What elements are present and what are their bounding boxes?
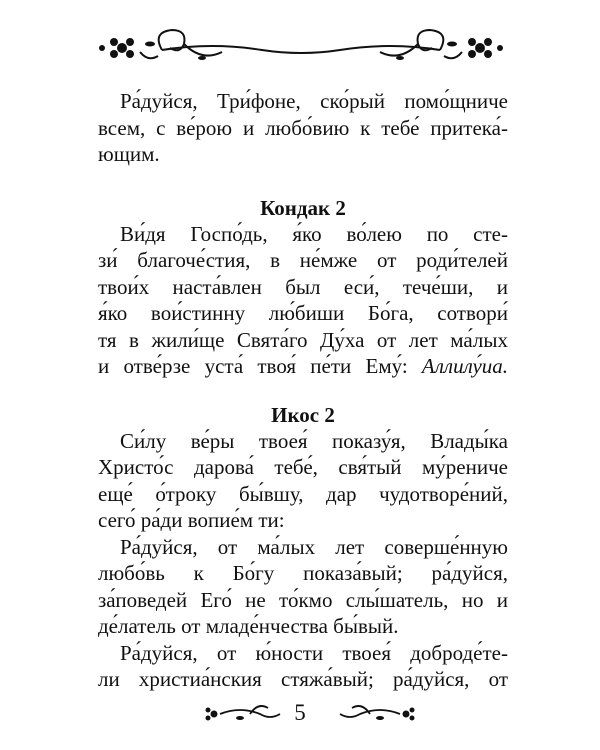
alleluia-text: Аллилу́иа. — [421, 354, 509, 378]
text-line: твои́х наста́влен был еси́, тече́ши, и — [98, 274, 508, 299]
kondak-heading: Кондак 2 — [260, 195, 346, 220]
text-line: всем, с ве́рою и любо́вию к тебе́ притека́- — [98, 115, 508, 140]
text-line-last — [98, 353, 508, 380]
text-line: Си́лу ве́ры твоея́ показу́я, Влады́ка — [120, 428, 508, 453]
text-line: зи́ благоче́стия, в не́мже от роди́телей — [98, 248, 508, 272]
kondak-last-text: и отве́рзе уста́ твоя́ пе́ти Ему́: — [98, 354, 408, 378]
text-line: любо́вь к Бо́гу показа́вый; ра́дуйся, — [98, 561, 508, 585]
text-line: ли христиа́нския стяжа́вый; ра́дуйся, от — [98, 667, 508, 691]
text-line: Ра́дуйся, Три́фоне, ско́рый помо́щниче — [120, 89, 508, 113]
text-line: Ра́дуйся, от ю́ности твоея́ доброде́те- — [120, 640, 508, 665]
text-line: ющим. — [98, 142, 160, 166]
top-ornament-divider — [92, 22, 510, 72]
text-line: я́ко вои́стинну лю́биши Бо́га, сотвори́ — [98, 301, 508, 325]
prayer-text-page — [98, 88, 508, 693]
text-line: Христо́с дарова́ тебе́, свя́тый му́рениче — [98, 455, 508, 479]
ikos-heading: Икос 2 — [271, 402, 335, 427]
page-number: 5 — [294, 700, 306, 725]
text-line: Ра́дуйся, от ма́лых лет соверше́нную — [120, 534, 508, 559]
text-line: тя в жили́ще Свята́го Ду́ха от лет ма́лых — [98, 327, 508, 352]
text-line: за́поведей Его́ не то́кмо слы́шатель, но и — [98, 587, 508, 612]
text-line: де́латель от младе́нчества бы́вый. — [98, 614, 399, 638]
text-line: сего́ ра́ди вопие́м ти: — [98, 508, 285, 532]
text-line: Ви́дя Госпо́дь, я́ко во́лею по сте- — [120, 221, 508, 246]
text-line: еще́ о́троку бы́вшу, дар чудотворе́ний, — [98, 481, 508, 506]
